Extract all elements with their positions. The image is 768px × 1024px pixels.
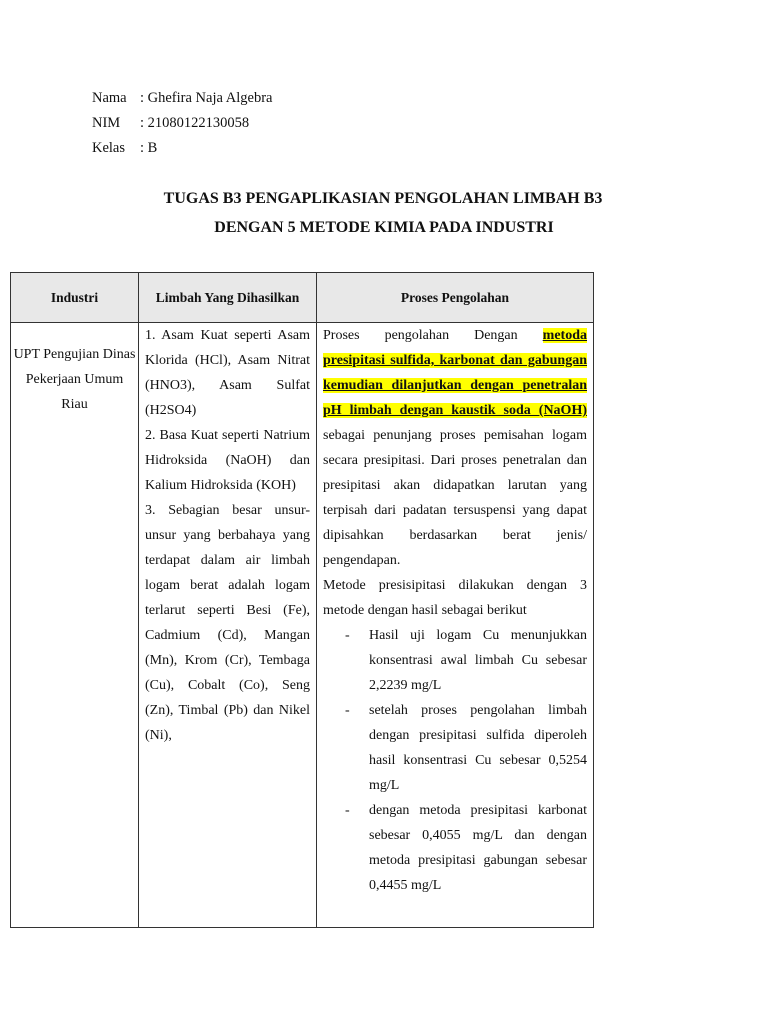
proses-paragraph [323,323,587,573]
proses-cell [317,323,594,928]
hasil-text: Hasil uji logam Cu menunjukkan konsentrasi awal limbah Cu sebesar 2,2239 mg/L [369,628,587,693]
header-industri: Industri [11,273,139,323]
nama-value: : Ghefira Naja Algebra [140,90,273,106]
nim-value: : 21080122130058 [140,115,250,131]
list-item [323,698,587,798]
nim-label: NIM [92,115,121,131]
header-proses: Proses Pengolahan [317,273,594,323]
kelas-label: Kelas [92,140,126,156]
dash-bullet: - [345,703,350,718]
waste-processing-table [10,272,594,928]
table-row [11,323,594,928]
hasil-text: setelah proses pengolahan limbah dengan presipitasi sulfida diperoleh hasil konsentrasi Cu sebesar 0,5254 mg/L [369,703,587,793]
nama-label: Nama [92,90,127,106]
dash-bullet: - [345,803,350,818]
table-header-row [11,273,594,323]
header-limbah: Limbah Yang Dihasilkan [139,273,317,323]
proses-intro: Proses pengolahan Dengan [323,328,543,343]
limbah-item: 1. Asam Kuat seperti Asam Klorida (HCl), Asam Nitrat (HNO3), Asam Sulfat (H2SO4) [145,328,310,418]
title-line-2-text: DENGAN 5 METODE KIMIA PADA INDUSTRI [214,219,554,236]
list-item [323,798,587,898]
dash-bullet: - [345,628,350,643]
limbah-item: 2. Basa Kuat seperti Natrium Hidroksida (NaOH) dan Kalium Hidroksida (KOH) [145,428,310,493]
proses-rest: sebagai penunjang proses pemisahan logam secara presipitasi. Dari proses penetralan dan presipitasi akan didapatkan larutan yang terpisah dari padatan tersuspensi yang dapat dipisahkan berdasarkan berat jenis/ pengendapan. [323,428,587,568]
kelas-row [92,136,272,161]
document-title-line-1 [0,183,768,215]
nim-row [92,111,272,136]
hasil-list [323,623,587,898]
title-line-1-text: TUGAS B3 PENGAPLIKASIAN PENGOLAHAN LIMBAH B3 [163,190,603,207]
document-title-line-2 [0,212,768,244]
limbah-item: 3. Sebagian besar unsur-unsur yang berbahaya yang terdapat dalam air limbah logam berat adalah logam terlarut seperti Besi (Fe), Cadmium (Cd), Mangan (Mn), Krom (Cr), Tembaga (Cu), Cobalt (Co), Seng (Zn), Timbal (Pb) dan Nikel (Ni), [145,503,310,743]
limbah-cell [139,323,317,928]
student-info [92,86,272,161]
nama-row [92,86,272,111]
list-item [323,623,587,698]
proses-highlight: metoda presipitasi sulfida, karbonat dan gabungan kemudian dilanjutkan dengan penetralan pH limbah dengan kaustik soda (NaOH) [323,328,587,418]
kelas-value: : B [140,140,158,156]
hasil-text: dengan metoda presipitasi karbonat sebesar 0,4055 mg/L dan dengan metoda presipitasi gabungan sebesar 0,4455 mg/L [369,803,587,893]
proses-metode: Metode presisipitasi dilakukan dengan 3 metode dengan hasil sebagai berikut [323,578,587,618]
industri-cell: UPT Pengujian Dinas Pekerjaan Umum Riau [11,323,139,928]
